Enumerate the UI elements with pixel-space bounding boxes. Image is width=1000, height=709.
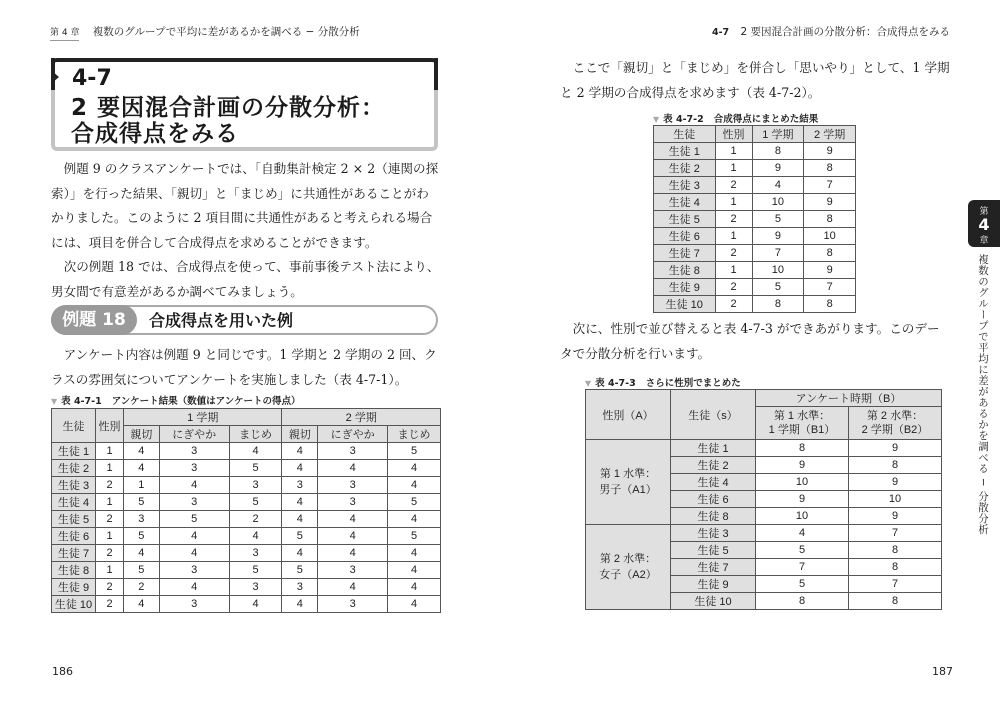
page-number: 186: [52, 665, 73, 678]
header-b2-line1: 第 2 水準：: [866, 410, 924, 422]
table-row: [654, 245, 856, 262]
value-cell: 8: [752, 143, 804, 160]
subheader-cell: まじめ: [388, 426, 441, 443]
header-cell: 性別: [715, 126, 752, 143]
student-cell: 生徒 2: [654, 160, 716, 177]
gender-cell: 1: [96, 562, 124, 579]
value-cell: 5: [752, 279, 804, 296]
score-cell: 5: [388, 494, 441, 511]
value-cell: 9: [849, 474, 942, 491]
table-row: [52, 460, 441, 477]
caption-label: 表 4-7-1: [61, 396, 102, 407]
student-cell: 生徒 3: [671, 525, 756, 542]
paragraph: ここで「親切」と「まじめ」を併合し「思いやり」として、1 学期と 2 学期の合成得点を求めます（表 4-7-2）。: [560, 60, 950, 100]
table-row: [654, 262, 856, 279]
score-cell: 4: [388, 545, 441, 562]
score-cell: 4: [282, 443, 318, 460]
table-row: [654, 279, 856, 296]
score-cell: 4: [229, 443, 282, 460]
table-row: [52, 494, 441, 511]
table-row: [52, 528, 441, 545]
score-cell: 4: [282, 494, 318, 511]
group-cell: [586, 525, 671, 610]
student-cell: 生徒 10: [52, 596, 96, 613]
value-cell: 10: [752, 194, 804, 211]
score-cell: 4: [159, 477, 229, 494]
score-cell: 4: [318, 460, 388, 477]
student-cell: 生徒 5: [52, 511, 96, 528]
subheader-cell: 親切: [124, 426, 160, 443]
paragraph: 次に、性別で並び替えると表 4-7-3 ができあがります。このデータで分散分析を行います。: [560, 321, 940, 361]
example-badge: 例題 18: [51, 305, 137, 335]
paragraph: アンケート内容は例題 9 と同じです。1 学期と 2 学期の 2 回、クラスの雰囲気についてアンケートを実施しました（表 4-7-1）。: [51, 347, 437, 387]
score-cell: 3: [318, 443, 388, 460]
score-cell: 4: [282, 511, 318, 528]
score-cell: 3: [318, 562, 388, 579]
student-cell: 生徒 10: [654, 296, 716, 313]
value-cell: 9: [804, 194, 856, 211]
survey-results-table: [51, 408, 441, 613]
header-gender: 性別（A）: [586, 390, 671, 440]
chapter-tab: [968, 200, 1000, 247]
student-cell: 生徒 6: [654, 228, 716, 245]
value-cell: 9: [804, 262, 856, 279]
value-cell: 8: [849, 542, 942, 559]
score-cell: 3: [124, 511, 160, 528]
value-cell: 7: [849, 576, 942, 593]
chapter-title: 複数のグループで平均に差があるかを調べる − 分散分析: [92, 26, 360, 38]
value-cell: 9: [752, 160, 804, 177]
header-b1-line2: 1 学期（B1）: [768, 424, 836, 436]
score-cell: 3: [159, 562, 229, 579]
score-cell: 4: [124, 596, 160, 613]
student-cell: 生徒 6: [52, 528, 96, 545]
page-number: 187: [932, 665, 953, 678]
score-cell: 5: [124, 528, 160, 545]
arrow-icon: [52, 71, 59, 83]
right-paragraph-1: [560, 56, 952, 105]
intro-text: [51, 157, 441, 304]
triangle-down-icon: ▼: [51, 397, 58, 406]
table-row: [52, 511, 441, 528]
student-cell: 生徒 5: [671, 542, 756, 559]
caption-label: 表 4-7-2: [663, 114, 704, 125]
student-cell: 生徒 2: [52, 460, 96, 477]
table-row: [654, 160, 856, 177]
value-cell: 9: [849, 508, 942, 525]
section-heading-box: [51, 58, 438, 151]
table-caption: [653, 111, 818, 125]
student-cell: 生徒 4: [671, 474, 756, 491]
table-caption: [585, 375, 741, 389]
value-cell: 8: [756, 593, 849, 610]
score-cell: 5: [159, 511, 229, 528]
score-cell: 3: [159, 494, 229, 511]
section-label: 4-7: [711, 27, 730, 38]
value-cell: 7: [752, 245, 804, 262]
score-cell: 4: [159, 528, 229, 545]
table-row: [52, 596, 441, 613]
paragraph: 例題 9 のクラスアンケートでは、「自動集計検定 2 × 2（連関の探索）」を行った結果、「親切」と「まじめ」に共通性があることがわかりました。このように 2 項目間に共通性があると考えられる場合には、項目を併合して合成得点を求めることができます。: [51, 161, 439, 250]
value-cell: 7: [804, 177, 856, 194]
header-b1: [756, 407, 849, 440]
score-cell: 4: [388, 460, 441, 477]
header-term1: 1 学期: [124, 409, 282, 426]
student-cell: 生徒 9: [52, 579, 96, 596]
gender-cell: 2: [96, 511, 124, 528]
header-b2: [849, 407, 942, 440]
table-row: [654, 194, 856, 211]
student-cell: 生徒 3: [654, 177, 716, 194]
score-cell: 4: [388, 579, 441, 596]
student-cell: 生徒 3: [52, 477, 96, 494]
score-cell: 5: [282, 562, 318, 579]
example-text: [51, 343, 441, 392]
gender-cell: 2: [96, 579, 124, 596]
score-cell: 5: [229, 494, 282, 511]
value-cell: 4: [756, 525, 849, 542]
value-cell: 2: [715, 211, 752, 228]
value-cell: 1: [715, 262, 752, 279]
group-cell: [586, 440, 671, 525]
header-cell: 生徒: [654, 126, 716, 143]
table-row: [586, 440, 942, 457]
gender-cell: 1: [96, 494, 124, 511]
score-cell: 3: [229, 545, 282, 562]
value-cell: 8: [849, 559, 942, 576]
caption-label: 表 4-7-3: [595, 378, 636, 389]
value-cell: 1: [715, 143, 752, 160]
student-cell: 生徒 8: [671, 508, 756, 525]
value-cell: 2: [715, 245, 752, 262]
student-cell: 生徒 8: [654, 262, 716, 279]
value-cell: 7: [756, 559, 849, 576]
score-cell: 1: [124, 477, 160, 494]
header-student: 生徒（s）: [671, 390, 756, 440]
student-cell: 生徒 8: [52, 562, 96, 579]
score-cell: 3: [282, 477, 318, 494]
section-number: 4-7: [72, 66, 112, 91]
student-cell: 生徒 1: [671, 440, 756, 457]
table-row: [654, 228, 856, 245]
group-label-line2: 男子（A1）: [599, 484, 657, 496]
triangle-down-icon: ▼: [585, 379, 592, 388]
triangle-down-icon: ▼: [653, 115, 660, 124]
paragraph: 次の例題 18 では、合成得点を使って、事前事後テスト法により、男女間で有意差があるか調べてみましょう。: [51, 259, 440, 299]
subheader-cell: にぎやか: [159, 426, 229, 443]
value-cell: 9: [756, 491, 849, 508]
value-cell: 5: [756, 576, 849, 593]
value-cell: 8: [804, 211, 856, 228]
right-paragraph-2: [560, 317, 952, 366]
score-cell: 3: [282, 579, 318, 596]
score-cell: 4: [388, 511, 441, 528]
score-cell: 4: [229, 596, 282, 613]
value-cell: 2: [715, 177, 752, 194]
composite-score-table: [653, 125, 856, 313]
score-cell: 4: [124, 545, 160, 562]
value-cell: 8: [849, 593, 942, 610]
score-cell: 5: [124, 562, 160, 579]
student-cell: 生徒 9: [671, 576, 756, 593]
value-cell: 7: [804, 279, 856, 296]
student-cell: 生徒 4: [52, 494, 96, 511]
value-cell: 2: [715, 279, 752, 296]
subheader-cell: にぎやか: [318, 426, 388, 443]
group-label-line1: 第 1 水準：: [599, 468, 657, 480]
score-cell: 4: [282, 545, 318, 562]
score-cell: 2: [124, 579, 160, 596]
header-period: アンケート時期（B）: [756, 390, 942, 407]
score-cell: 4: [282, 460, 318, 477]
header-b2-line2: 2 学期（B2）: [861, 424, 929, 436]
score-cell: 3: [318, 477, 388, 494]
section-title: [71, 95, 385, 147]
chapter-label: 第 4 章: [50, 28, 79, 41]
score-cell: 4: [124, 443, 160, 460]
score-cell: 3: [229, 477, 282, 494]
table-row: [654, 211, 856, 228]
header-cell: 2 学期: [804, 126, 856, 143]
score-cell: 4: [229, 528, 282, 545]
score-cell: 4: [388, 477, 441, 494]
score-cell: 4: [318, 545, 388, 562]
value-cell: 8: [756, 440, 849, 457]
student-cell: 生徒 2: [671, 457, 756, 474]
value-cell: 8: [804, 160, 856, 177]
table-row: [52, 545, 441, 562]
value-cell: 8: [804, 245, 856, 262]
value-cell: 1: [715, 228, 752, 245]
header-gender: 性別: [96, 409, 124, 443]
score-cell: 5: [124, 494, 160, 511]
table-row: [586, 525, 942, 542]
score-cell: 3: [159, 596, 229, 613]
caption-title: アンケート結果（数値はアンケートの得点）: [111, 396, 301, 407]
table-row: [654, 143, 856, 160]
student-cell: 生徒 5: [654, 211, 716, 228]
student-cell: 生徒 1: [654, 143, 716, 160]
group-label-line2: 女子（A2）: [599, 569, 657, 581]
section-title: 2 要因混合計画の分散分析：合成得点をみる: [740, 26, 950, 38]
score-cell: 4: [318, 528, 388, 545]
student-cell: 生徒 9: [654, 279, 716, 296]
score-cell: 4: [159, 579, 229, 596]
score-cell: 3: [159, 460, 229, 477]
value-cell: 10: [756, 474, 849, 491]
example-heading: [51, 305, 438, 335]
score-cell: 4: [159, 545, 229, 562]
value-cell: 9: [756, 457, 849, 474]
value-cell: 9: [849, 440, 942, 457]
table-caption: [51, 393, 301, 407]
section-title-line2: 合成得点をみる: [71, 121, 239, 147]
value-cell: 8: [804, 296, 856, 313]
student-cell: 生徒 4: [654, 194, 716, 211]
table-row: [52, 477, 441, 494]
gender-cell: 1: [96, 443, 124, 460]
table-row: [52, 443, 441, 460]
score-cell: 2: [229, 511, 282, 528]
value-cell: 7: [849, 525, 942, 542]
chapter-tab-bottom: 章: [979, 236, 989, 246]
group-label-line1: 第 2 水準：: [599, 553, 657, 565]
student-cell: 生徒 7: [654, 245, 716, 262]
example-title: 合成得点を用いた例: [149, 311, 294, 330]
value-cell: 5: [756, 542, 849, 559]
value-cell: 2: [715, 296, 752, 313]
running-head: [712, 24, 950, 39]
score-cell: 3: [159, 443, 229, 460]
header-term2: 2 学期: [282, 409, 441, 426]
subheader-cell: まじめ: [229, 426, 282, 443]
value-cell: 1: [715, 160, 752, 177]
subheader-cell: 親切: [282, 426, 318, 443]
score-cell: 3: [229, 579, 282, 596]
score-cell: 4: [388, 596, 441, 613]
value-cell: 8: [752, 296, 804, 313]
value-cell: 5: [752, 211, 804, 228]
chapter-tab-top: 第: [979, 207, 989, 217]
student-cell: 生徒 7: [52, 545, 96, 562]
student-cell: 生徒 6: [671, 491, 756, 508]
score-cell: 5: [388, 443, 441, 460]
table-row: [52, 579, 441, 596]
student-cell: 生徒 10: [671, 593, 756, 610]
value-cell: 10: [756, 508, 849, 525]
gender-cell: 1: [96, 528, 124, 545]
value-cell: 4: [752, 177, 804, 194]
gender-cell: 2: [96, 545, 124, 562]
value-cell: 9: [752, 228, 804, 245]
score-cell: 4: [388, 562, 441, 579]
section-title-line1: 2 要因混合計画の分散分析：: [71, 95, 386, 121]
student-cell: 生徒 7: [671, 559, 756, 576]
score-cell: 4: [318, 579, 388, 596]
table-row: [654, 177, 856, 194]
value-cell: 8: [849, 457, 942, 474]
grouped-by-gender-table: [585, 389, 942, 610]
score-cell: 4: [124, 460, 160, 477]
value-cell: 1: [715, 194, 752, 211]
value-cell: 10: [752, 262, 804, 279]
value-cell: 10: [849, 491, 942, 508]
score-cell: 4: [282, 596, 318, 613]
table-row: [52, 562, 441, 579]
table-row: [654, 296, 856, 313]
value-cell: 10: [804, 228, 856, 245]
header-student: 生徒: [52, 409, 96, 443]
score-cell: 5: [388, 528, 441, 545]
caption-title: さらに性別でまとめた: [645, 378, 741, 389]
header-cell: 1 学期: [752, 126, 804, 143]
caption-title: 合成得点にまとめた結果: [713, 114, 819, 125]
score-cell: 3: [318, 596, 388, 613]
score-cell: 5: [229, 460, 282, 477]
score-cell: 5: [282, 528, 318, 545]
value-cell: 9: [804, 143, 856, 160]
score-cell: 4: [318, 511, 388, 528]
gender-cell: 2: [96, 477, 124, 494]
header-b1-line1: 第 1 水準：: [773, 410, 831, 422]
running-head: [50, 24, 360, 39]
chapter-tab-number: 4: [978, 215, 990, 234]
student-cell: 生徒 1: [52, 443, 96, 460]
gender-cell: 1: [96, 460, 124, 477]
score-cell: 5: [229, 562, 282, 579]
score-cell: 3: [318, 494, 388, 511]
chapter-side-title: 複数のグループで平均に差があるかを調べる − 分散分析: [977, 254, 989, 535]
gender-cell: 2: [96, 596, 124, 613]
